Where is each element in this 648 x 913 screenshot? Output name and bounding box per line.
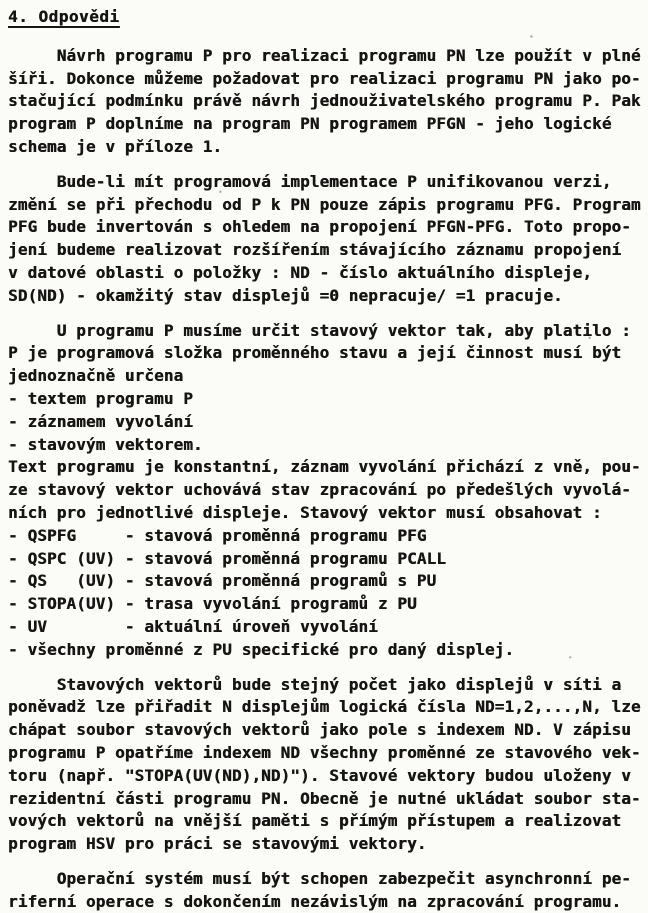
text-line: Bude-li mít programová implementace P unifikovanou verzi, [8, 171, 612, 191]
text-line: Operační systém musí být schopen zabezpečit asynchronní pe- [8, 868, 631, 888]
text-line: Text programu je konstantní, záznam vyvolání přichází z vně, pou- [8, 457, 641, 477]
text-line: riferní operace s dokončením nezávislým na zpracování programu. [8, 891, 622, 911]
text-line: - textem programu P [8, 388, 193, 408]
text-line: - QS (UV) - stavová proměnná programů s PU [8, 571, 437, 591]
text-line: SD(ND) - okamžitý stav displejů =0 nepracuje/ =1 pracuje. [8, 285, 563, 305]
text-line: chápat soubor stavových vektorů jako pole s indexem ND. V zápisu [8, 720, 631, 740]
paragraph [8, 320, 644, 662]
text-line: schema je v příloze 1. [8, 136, 223, 156]
text-line: P je programová složka proměnného stavu a její činnost musí být [8, 343, 622, 363]
text-line: U programu P musíme určit stavový vektor tak, aby platilo : [8, 320, 631, 340]
text-line: ze stavový vektor uchovává stav zpracování po předešlých vyvolá- [8, 480, 631, 500]
text-line: šíři. Dokonce můžeme požadovat pro realizaci programu PN jako po- [8, 68, 641, 88]
text-line: změní se při přechodu od P k PN pouze zápis programu PFG. Program [8, 194, 641, 214]
text-line: v datové oblasti o položky : ND - číslo aktuálního displeje, [8, 262, 592, 282]
text-line: programu P opatříme indexem ND všechny proměnné ze stavového vek- [8, 742, 641, 762]
text-line: - QSPFG - stavová proměnná programu PFG [8, 525, 427, 545]
text-line: jednoznačně určena [8, 366, 184, 386]
text-line: - STOPA(UV) - trasa vyvolání programů z PU [8, 594, 417, 614]
text-line: - QSPC (UV) - stavová proměnná programu PCALL [8, 548, 446, 568]
text-line: stačující podmínku právě návrh jednouživatelského programu P. Pak [8, 91, 641, 111]
text-line: - UV - aktuální úroveň vyvolání [8, 616, 378, 636]
text-line: vových vektorů na vnější paměti s přímým přístupem a realizovat [8, 811, 622, 831]
text-line: Stavových vektorů bude stejný počet jako displejů v síti a [8, 674, 622, 694]
text-line: toru (např. "STOPA(UV(ND),ND)"). Stavové vektory budou uloženy v [8, 765, 631, 785]
text-line: jení budeme realizovat rozšířením stávajícího záznamu propojení [8, 240, 622, 260]
text-line: Návrh programu P pro realizaci programu PN lze použít v plné [8, 45, 641, 65]
section-heading: 4. Odpovědi [8, 7, 120, 26]
text-line: PFG bude invertován s ohledem na propojení PFGN-PFG. Toto propo- [8, 217, 631, 237]
text-line: - stavovým vektorem. [8, 434, 203, 454]
paragraph [8, 171, 644, 308]
paragraph [8, 868, 644, 913]
text-line: - záznamem vyvolání [8, 411, 193, 431]
text-line: program HSV pro práci se stavovými vektory. [8, 834, 427, 854]
text-line: program P doplníme na program PN programem PFGN - jeho logické [8, 114, 612, 134]
text-line: ních pro jednotlivé displeje. Stavový vektor musí obsahovat : [8, 502, 602, 522]
text-line: - všechny proměnné z PU specifické pro daný displej. [8, 639, 515, 659]
paragraph [8, 674, 644, 856]
text-line: poněvadž lze přiřadit N displejům logická čísla ND=1,2,...,N, lze [8, 697, 641, 717]
document-body [8, 45, 644, 913]
paragraph [8, 45, 644, 159]
text-line: rezidentní části programu PN. Obecně je nutné ukládat soubor sta- [8, 788, 641, 808]
